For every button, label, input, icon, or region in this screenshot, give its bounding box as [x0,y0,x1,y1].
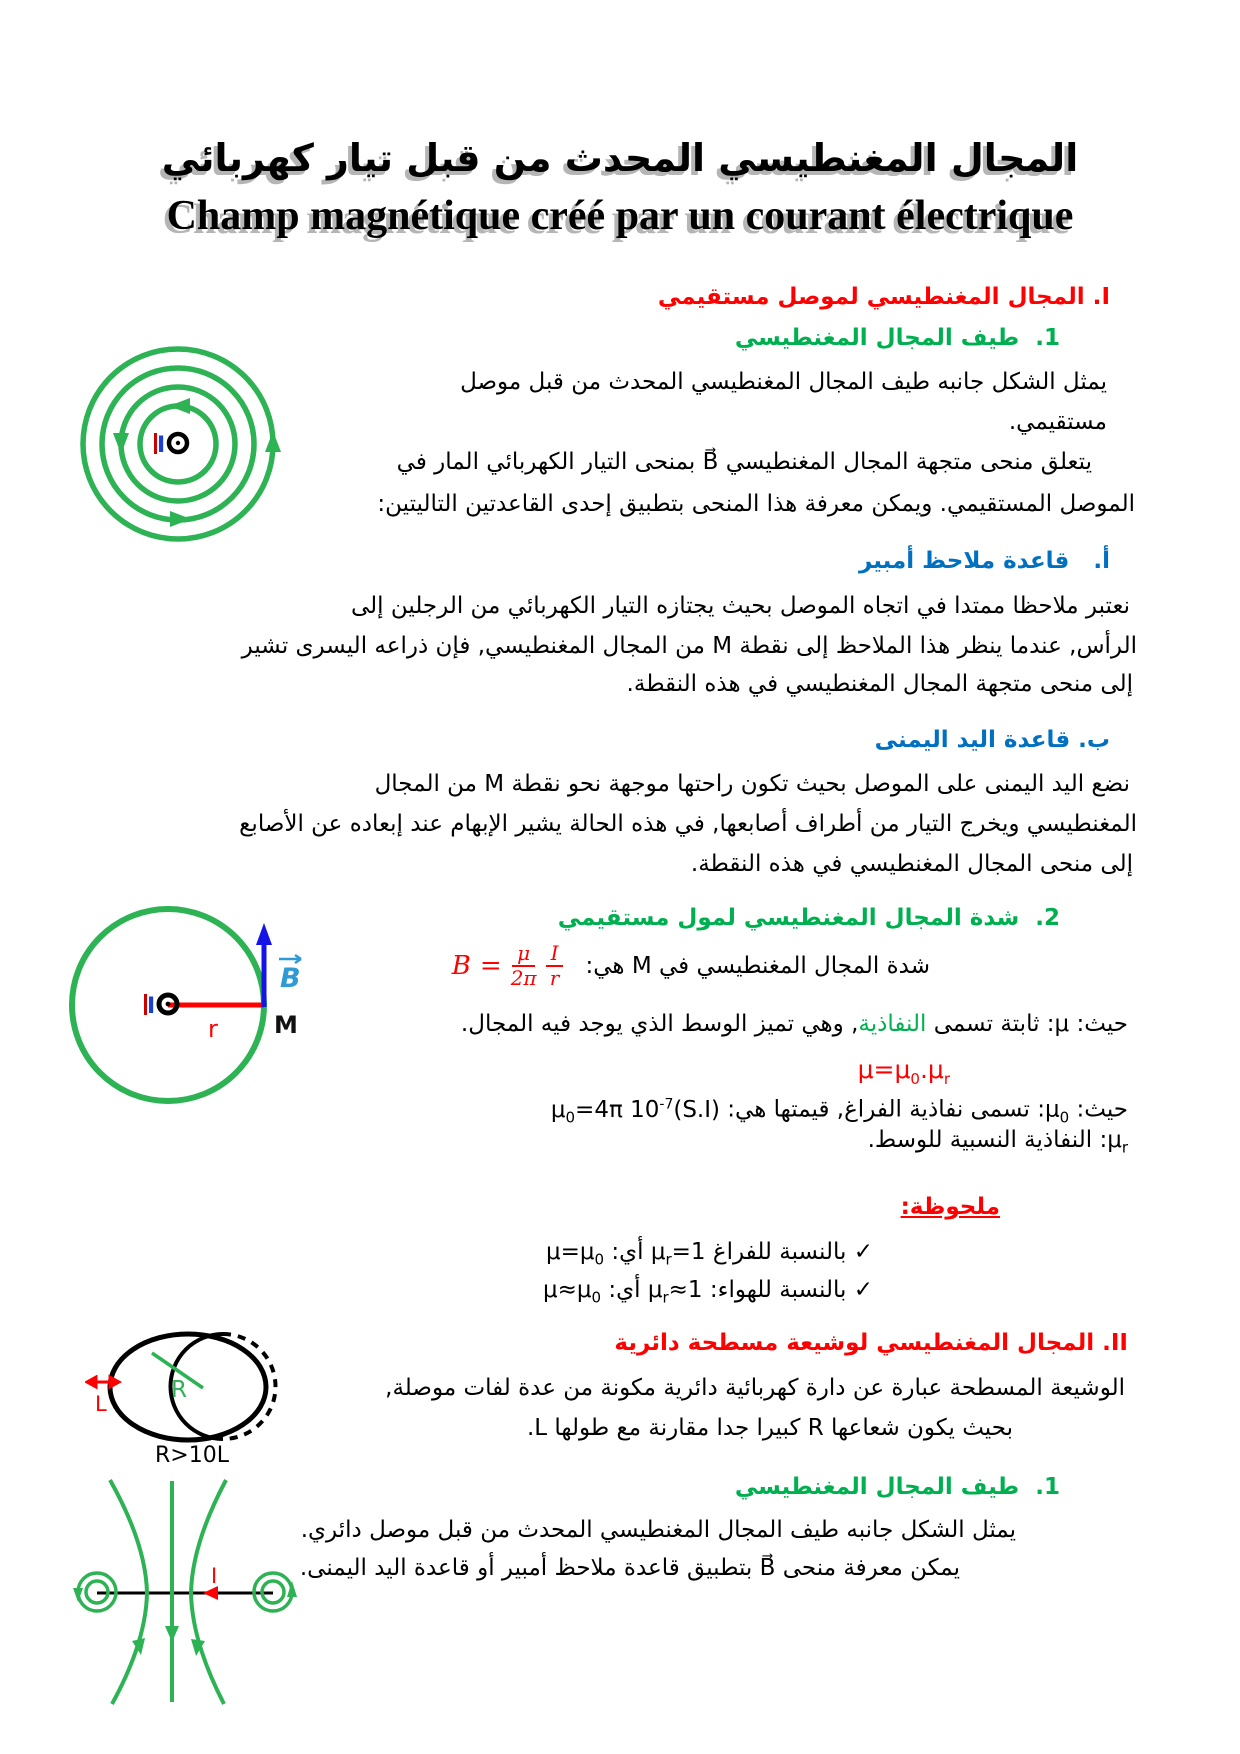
spectrum-straight-text-line1: يمثل الشكل جانبه طيف المجال المغنطيسي المحدث من قبل موصل [460,369,1107,395]
current-direction-arrow-icon [203,1586,218,1600]
point-m-label: M [274,1011,298,1039]
coil-length-label: L [95,1392,107,1416]
spectrum-circular-heading: 1. طيف المجال المغنطيسي [734,1474,1060,1500]
spectrum-circular-text-line2: يمكن معرفة منحى B⃗ بتطبيق قاعدة ملاحظ أمبير أو قاعدة اليد اليمنى. [299,1555,960,1581]
permeability-term: النفاذية [858,1011,927,1037]
field-intensity-formula [452,942,564,990]
axis-arrow-icon [165,1626,179,1642]
current-label: I [157,433,166,458]
flat-coil-diagram [85,1331,285,1475]
coil-length-arrow [87,1377,119,1387]
coil-intro-line2: بحيث يكون شعاعها R كبيرا جدا مقارنة مع طولها L. [526,1415,1013,1441]
vector-hat-icon [279,955,301,963]
ampere-rule-text-line1: نعتبر ملاحظا ممتدا في اتجاه الموصل بحيث يجتازه التيار الكهربائي من الرجلين إلى [350,593,1130,619]
radius-label: r [208,1015,218,1043]
note-item-vacuum: ✓ بالنسبة للفراغ $\mu_r=1$ أي: $\mu=\mu_0$ [545,1239,873,1269]
current-label: I [147,994,156,1019]
coil-intro-line1: الوشيعة المسطحة عبارة عن دارة كهربائية دائرية مكونة من عدة لفات موصلة, [385,1375,1125,1401]
intensity-intro: شدة المجال المغنطيسي في M هي: [585,953,930,979]
coil-condition-label: R>10L [155,1443,229,1468]
page-title-arabic: المجال المغنطيسي المحدث من قبل تيار كهربائي [161,136,1079,180]
right-hand-rule-heading: ب. قاعدة اليد اليمنى [874,727,1110,753]
mu0-definition: حيث: $\mu_0$: تسمى نفاذية الفراغ, قيمتها هي: $\mu_0=4\pi$ $10^{-7}(S.I)$ [550,1096,1128,1127]
b-vector-label [279,955,301,994]
current-out-of-page-icon [169,434,187,452]
right-hand-rule-text-line2: المغنطيسي ويخرج التيار من أطراف أصابعها, في هذه الحالة يشير الإبهام عند إبعاده عن الأصابع [239,811,1137,837]
field-at-point-diagram [58,895,358,1134]
right-hand-rule-text-line1: نضع اليد اليمنى على الموصل بحيث تكون راحتها موجهة نحو نقطة M من المجال [374,771,1130,797]
note-heading: ملحوظة: [900,1194,1000,1220]
ampere-rule-text-line2: الرأس, عندما ينظر هذا الملاحظ إلى نقطة M من المجال المغنطيسي, فإن ذراعه اليسرى تشير [241,633,1137,659]
right-hand-rule-text-line3: إلى منحى المجال المغنطيسي في هذه النقطة. [690,851,1133,877]
note-item-air: ✓ بالنسبة للهواء: $\mu_r\approx 1$ أي: $\mu\approx\mu_0$ [542,1277,873,1307]
intensity-heading: 2. شدة المجال المغنطيسي لمول مستقيمي [557,905,1060,931]
check-icon: ✓ [853,1239,873,1265]
intensity-formula-row [452,942,930,990]
spectrum-straight-heading: 1. طيف المجال المغنطيسي [734,325,1060,351]
mur-definition: $\mu_r$: النفاذية النسبية للوسط. [867,1127,1128,1157]
page-title-french: Champ magnétique créé par un courant électrique [166,193,1074,239]
coil-radius-label: R [171,1377,187,1403]
permeability-relation: $\mu=\mu_0.\mu_r$ [857,1055,950,1088]
coil-field-lines-diagram [30,1476,340,1715]
check-icon: ✓ [853,1277,873,1303]
svg-text:B: B [280,963,301,994]
formula-lhs: B [451,951,471,981]
permeability-definition: حيث: μ: ثابتة تسمى النفاذية, وهي تميز الوسط الذي يوجد فيه المجال. [460,1011,1128,1037]
ampere-rule-text-line3: إلى منحى متجهة المجال المغنطيسي في هذه النقطة. [626,671,1133,697]
spectrum-straight-text-line2: مستقيمي. [1008,409,1107,435]
straight-wire-field-diagram [72,338,284,554]
formula-equals: = [479,951,502,981]
spectrum-straight-text-line3: يتعلق منحى متجهة المجال المغنطيسي B⃗ بمنحى التيار الكهربائي المار في [396,449,1092,475]
spectrum-circular-text-line1: يمثل الشكل جانبه طيف المجال المغنطيسي المحدث من قبل موصل دائري. [300,1517,1016,1543]
section-ii-heading: II. المجال المغنطيسي لوشيعة مسطحة دائرية [614,1330,1128,1356]
spectrum-straight-text-line4: الموصل المستقيمي. ويمكن معرفة هذا المنحى بتطبيق إحدى القاعدتين التاليتين: [377,491,1135,517]
section-i-heading: I. المجال المغنطيسي لموصل مستقيمي [657,284,1110,310]
loop-current-label: I [211,1564,218,1588]
ampere-rule-heading: أ. قاعدة ملاحظ أمبير [858,548,1110,574]
formula-fraction-mu-2pi: $\frac{\mu}{2\pi}$ [510,941,537,990]
formula-fraction-i-r: $\frac{I}{r}$ [546,942,564,990]
